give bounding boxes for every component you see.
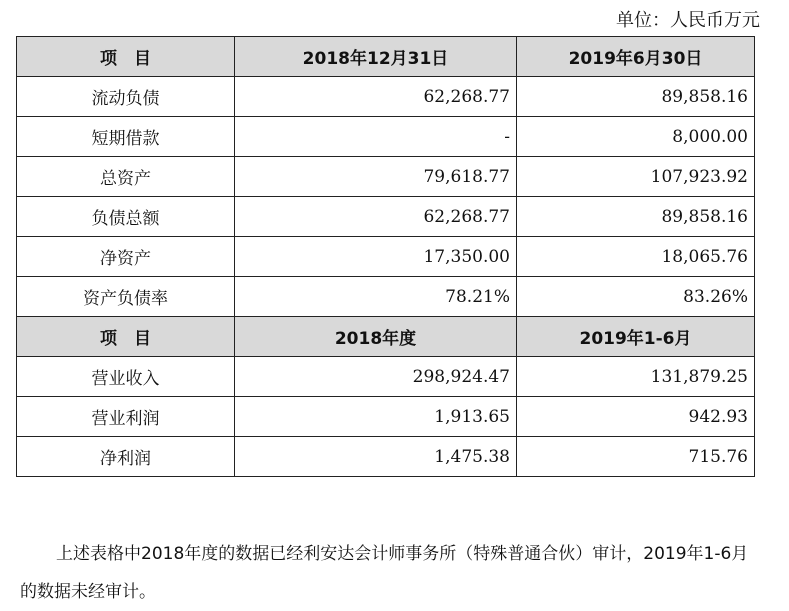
row-value-2019: 83.26%	[517, 277, 755, 317]
row-label: 营业收入	[17, 357, 235, 397]
table-row	[17, 157, 755, 197]
row-label: 总资产	[17, 157, 235, 197]
row-value-2018: 1,913.65	[235, 397, 517, 437]
row-value-2019: 8,000.00	[517, 117, 755, 157]
row-label: 资产负债率	[17, 277, 235, 317]
table-row	[17, 117, 755, 157]
table-row	[17, 357, 755, 397]
row-label: 流动负债	[17, 77, 235, 117]
table-row	[17, 277, 755, 317]
row-value-2019: 942.93	[517, 397, 755, 437]
row-label: 净资产	[17, 237, 235, 277]
header-item: 项 目	[17, 317, 235, 357]
row-label: 负债总额	[17, 197, 235, 237]
row-value-2018: 62,268.77	[235, 77, 517, 117]
row-value-2019: 131,879.25	[517, 357, 755, 397]
row-value-2018: 298,924.47	[235, 357, 517, 397]
header-period-2018: 2018年度	[235, 317, 517, 357]
income-header-row	[17, 317, 755, 357]
row-value-2019: 89,858.16	[517, 197, 755, 237]
row-value-2018: 62,268.77	[235, 197, 517, 237]
table-row	[17, 197, 755, 237]
row-value-2018: 17,350.00	[235, 237, 517, 277]
header-period-2019: 2019年1-6月	[517, 317, 755, 357]
unit-label: 单位：人民币万元	[616, 10, 760, 31]
row-value-2019: 715.76	[517, 437, 755, 477]
row-value-2019: 18,065.76	[517, 237, 755, 277]
header-date-2019: 2019年6月30日	[517, 37, 755, 77]
row-label: 净利润	[17, 437, 235, 477]
table-row	[17, 437, 755, 477]
table-row	[17, 77, 755, 117]
row-value-2018: 78.21%	[235, 277, 517, 317]
row-label: 短期借款	[17, 117, 235, 157]
table-row	[17, 237, 755, 277]
header-item: 项 目	[17, 37, 235, 77]
financial-table	[16, 36, 755, 477]
row-value-2018: 79,618.77	[235, 157, 517, 197]
header-date-2018: 2018年12月31日	[235, 37, 517, 77]
balance-header-row	[17, 37, 755, 77]
row-value-2019: 107,923.92	[517, 157, 755, 197]
row-value-2019: 89,858.16	[517, 77, 755, 117]
row-value-2018: -	[235, 117, 517, 157]
audit-note: 上述表格中2018年度的数据已经利安达会计师事务所（特殊普通合伙）审计，2019年1-6月的数据未经审计。	[20, 544, 749, 602]
table-row	[17, 397, 755, 437]
row-value-2018: 1,475.38	[235, 437, 517, 477]
row-label: 营业利润	[17, 397, 235, 437]
